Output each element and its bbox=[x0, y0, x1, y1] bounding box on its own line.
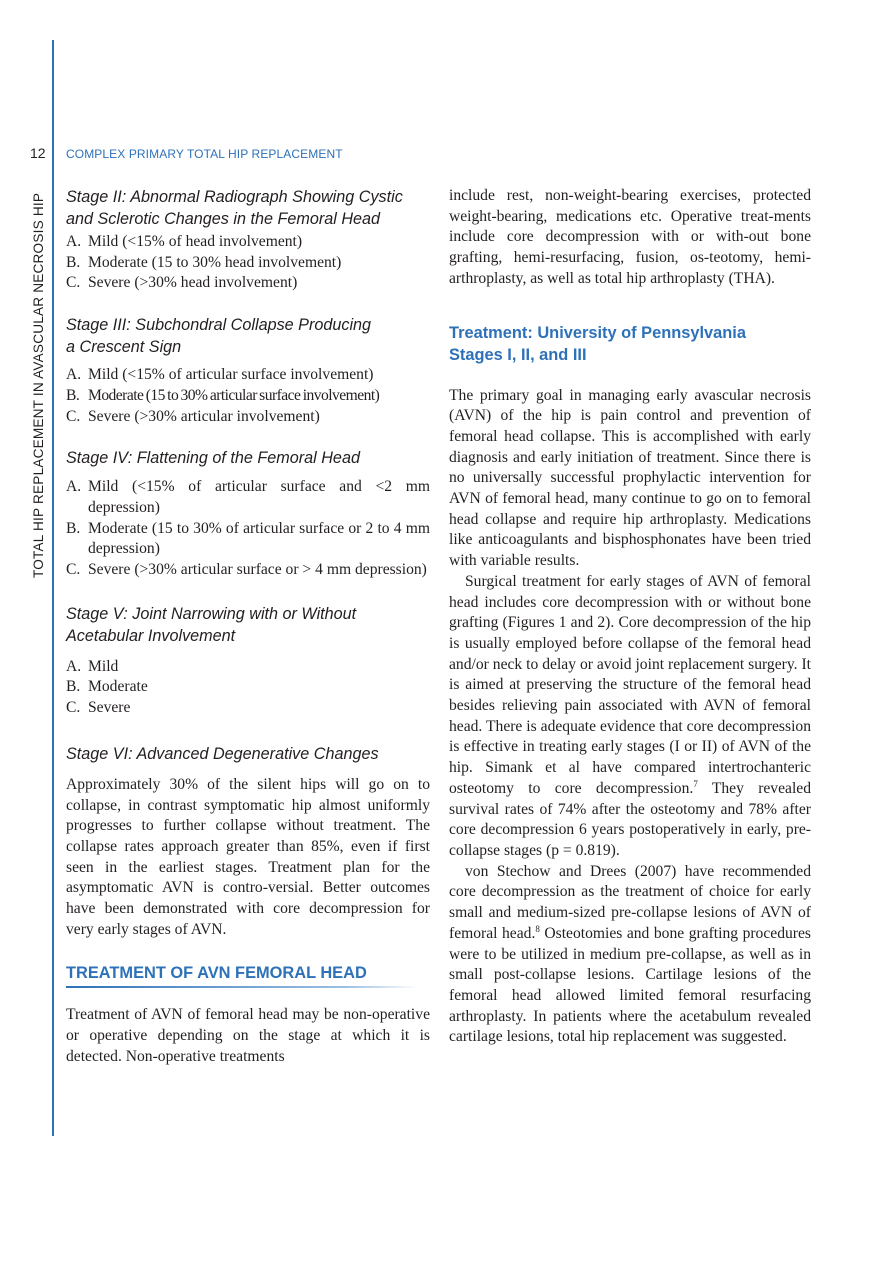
reference-number: 7 bbox=[693, 778, 698, 789]
list-text: Severe (>30% articular surface or > 4 mm depression) bbox=[88, 561, 427, 579]
left-column bbox=[66, 186, 430, 1068]
stage-2-title-line-1: Stage II: Abnormal Radiograph Showing Cystic bbox=[66, 188, 403, 206]
list-label: A. bbox=[66, 366, 82, 384]
list-label: B. bbox=[66, 678, 81, 696]
list-item bbox=[66, 698, 430, 719]
paragraph bbox=[449, 572, 811, 862]
list-text: Severe bbox=[88, 699, 131, 717]
paragraph: The primary goal in managing early avascular necrosis (AVN) of the hip is pain control and prevention of femoral head collapse. This is accomplished with early diagnosis and early initiation of treatment. Since there is no universally successful prophylactic intervention for AVN of femoral head, many continue to go on to femoral head collapse and require hip arthroplasty. Medications like anticoagulants and bisphosphonates have been tried with variable results. bbox=[449, 386, 811, 570]
list-item bbox=[66, 477, 430, 518]
list-item bbox=[66, 232, 430, 253]
list-item bbox=[66, 519, 430, 560]
paragraph-text: Osteotomies and bone grafting procedures were to be utilized in medium pre-collapse, as well as in small post-collapse lesions. Cartilage lesions of the femoral head allowed limited femoral resurfacing arthroplasty. In patients where the acetabulum revealed cartilage lesions, total hip replacement was suggested. bbox=[449, 924, 811, 1046]
list-item bbox=[66, 273, 430, 294]
stage-5-title-line-2: Acetabular Involvement bbox=[66, 626, 236, 645]
stage-3-title-line-1: Stage III: Subchondral Collapse Producing bbox=[66, 316, 372, 335]
paragraph-text: They revealed survival rates of 74% after the osteotomy and 78% after core decompression 6 years postoperatively in early, pre-collapse stages (p = 0.819). bbox=[449, 779, 811, 859]
stage-3-title-line-2: a Crescent Sign bbox=[66, 338, 182, 357]
list-text: Moderate bbox=[88, 678, 148, 696]
list-item bbox=[66, 657, 430, 678]
stage-4-block bbox=[66, 447, 430, 581]
subsection-title-line-2: Stages I, II, and III bbox=[449, 345, 587, 364]
stage-3-block bbox=[66, 314, 430, 427]
list-item bbox=[66, 677, 430, 698]
margin-rule bbox=[52, 40, 54, 1136]
list-text: Moderate (15 to 30% articular surface involvement) bbox=[88, 386, 380, 404]
list-text: Mild (<15% of articular surface and <2 mm depression) bbox=[88, 478, 430, 516]
paragraph bbox=[449, 862, 811, 1048]
list-item bbox=[66, 253, 430, 274]
list-label: C. bbox=[66, 561, 81, 579]
list-label: C. bbox=[66, 274, 81, 292]
paragraph-text: Surgical treatment for early stages of AVN of femoral head includes core decompression with or without bone grafting (Figures 1 and 2). Core decompression of the hip is usually employed before collapse of the femoral head and/or neck to delay or avoid joint replacement surgery. It is aimed at preserving the structure of the femoral head besides relieving pain associated with AVN of femoral head. There is adequate evidence that core decompression is effective in treating early stages (I or II) of AVN of the hip. Simank et al have compared intertrochanteric osteotomy to core decompression. bbox=[449, 572, 811, 797]
list-text: Moderate (15 to 30% of articular surface or 2 to 4 mm depression) bbox=[88, 519, 430, 558]
list-label: C. bbox=[66, 407, 81, 425]
list-text: Severe (>30% head involvement) bbox=[88, 274, 298, 292]
sidebar-chapter-title: TOTAL HIP REPLACEMENT IN AVASCULAR NECROSIS HIP bbox=[31, 192, 46, 578]
list-label: B. bbox=[66, 386, 80, 404]
list-text: Mild bbox=[88, 657, 119, 675]
stage-5-title-line-1: Stage V: Joint Narrowing with or Without bbox=[66, 604, 357, 623]
stage-4-title: Stage IV: Flattening of the Femoral Head bbox=[66, 449, 360, 468]
list-text: Severe (>30% articular involvement) bbox=[88, 407, 320, 425]
section-heading-block bbox=[66, 962, 430, 988]
stage-2-block bbox=[66, 186, 430, 294]
section-title-underline bbox=[66, 986, 418, 988]
page-number: 12 bbox=[30, 145, 46, 161]
reference-number: 8 bbox=[535, 923, 540, 934]
list-text: Mild (<15% of articular surface involvement) bbox=[88, 366, 374, 384]
list-label: B. bbox=[66, 519, 81, 537]
stage-2-title-line-2: and Sclerotic Changes in the Femoral Head bbox=[66, 210, 381, 228]
list-text: Moderate (15 to 30% head involvement) bbox=[88, 253, 342, 271]
list-item bbox=[66, 386, 430, 407]
list-item bbox=[66, 560, 430, 581]
list-label: A. bbox=[66, 233, 82, 250]
stage-6-block bbox=[66, 743, 430, 765]
list-label: A. bbox=[66, 478, 82, 496]
stage-6-title: Stage VI: Advanced Degenerative Changes bbox=[66, 744, 379, 763]
paragraph: include rest, non-weight-bearing exercises, protected weight-bearing, medications etc. Operative treat-ments include core decompression with or with-out bone grafting, hemi-resurfacing, fusion, os-teotomy, hemi-arthroplasty, as well as total hip arthroplasty (THA). bbox=[449, 187, 811, 287]
section-title: TREATMENT OF AVN FEMORAL HEAD bbox=[66, 964, 367, 983]
paragraph: Approximately 30% of the silent hips will go on to collapse, in contrast symptomatic hip almost uniformly progresses to further collapse without treatment. The collapse rates approach greater than 85%, even if first seen in the earliest stages. Treatment plan for the asymptomatic AVN is contro-versial. Better outcomes have been demonstrated with core decompression for very early stages of AVN. bbox=[66, 775, 430, 938]
paragraph-text: von Stechow and Drees (2007) have recommended core decompression as the treatment of choice for early small and medium-sized pre-collapse lesions of AVN of femoral head. bbox=[449, 862, 811, 942]
subsection-heading-block bbox=[449, 322, 811, 366]
stage-5-block bbox=[66, 603, 430, 719]
right-column bbox=[449, 186, 811, 1048]
list-item bbox=[66, 365, 430, 386]
list-label: B. bbox=[66, 253, 81, 271]
list-item bbox=[66, 407, 430, 428]
paragraph: Treatment of AVN of femoral head may be non-operative or operative depending on the stage at which it is detected. Non-operative treatments bbox=[66, 1006, 430, 1065]
list-text: Mild (<15% of head involvement) bbox=[88, 233, 303, 250]
list-label: C. bbox=[66, 699, 81, 717]
list-label: A. bbox=[66, 657, 82, 675]
running-title: COMPLEX PRIMARY TOTAL HIP REPLACEMENT bbox=[66, 147, 343, 161]
subsection-title-line-1: Treatment: University of Pennsylvania bbox=[449, 323, 746, 342]
